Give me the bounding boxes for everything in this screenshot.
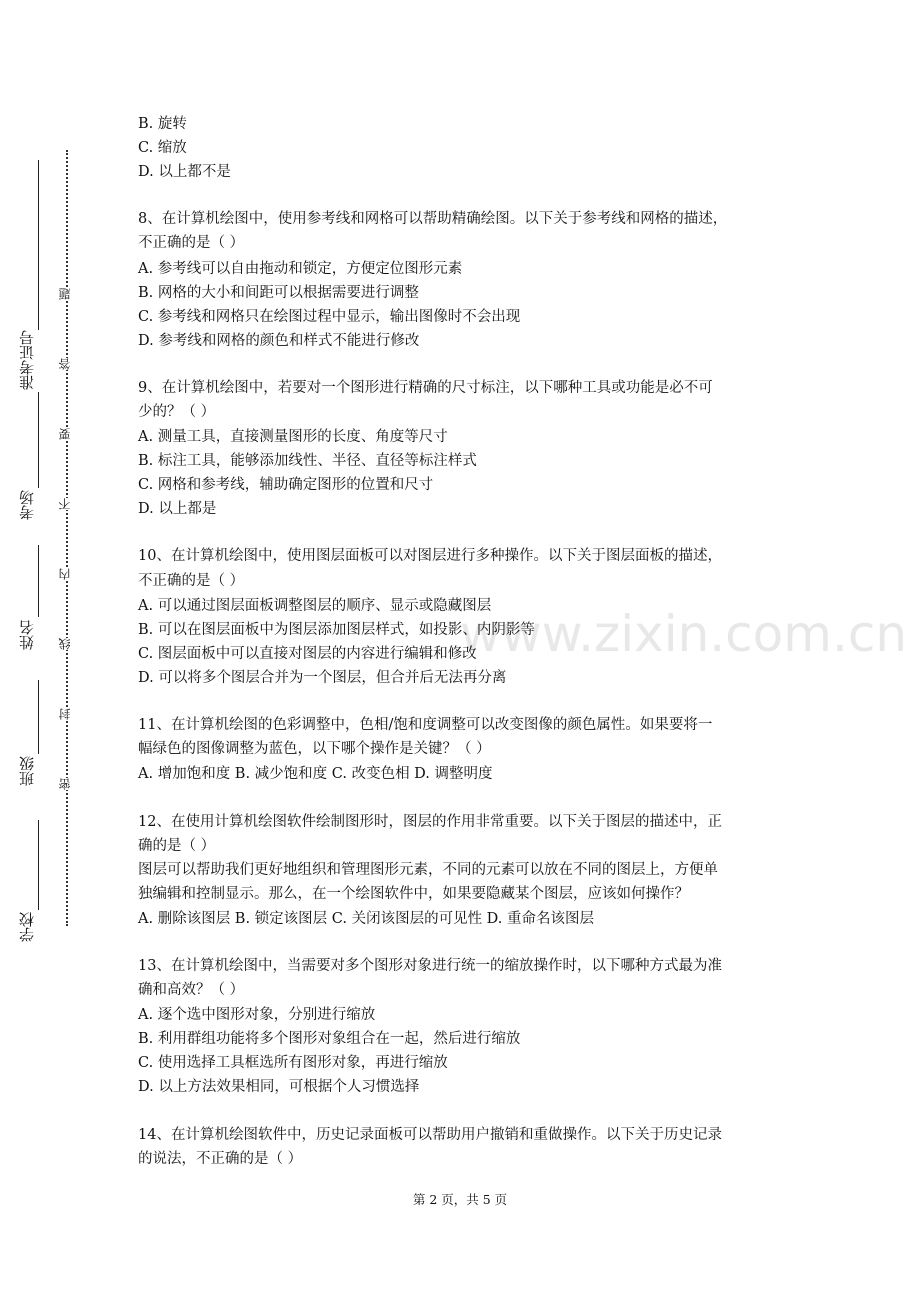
question-stem: 图层可以帮助我们更好地组织和管理图形元素，不同的元素可以放在不同的图层上，方便单 xyxy=(138,862,718,878)
seal-dotted-line xyxy=(66,150,68,926)
question-stem: 确的是（ ） xyxy=(138,838,216,854)
option: B. 可以在图层面板中为图层添加图层样式，如投影、内阴影等 xyxy=(138,622,535,638)
page-footer: 第 2 页，共 5 页 xyxy=(412,1192,508,1207)
seal-char: 线 xyxy=(58,638,72,650)
seal-char: 不 xyxy=(58,498,72,510)
option: C. 网格和参考线，辅助确定图形的位置和尺寸 xyxy=(138,477,434,493)
option: B. 标注工具，能够添加线性、半径、直径等标注样式 xyxy=(138,453,477,469)
option: B. 利用群组功能将多个图形对象组合在一起，然后进行缩放 xyxy=(138,1031,521,1047)
binding-label-name: 姓名 xyxy=(18,620,36,650)
option: D. 以上方法效果相同，可根据个人习惯选择 xyxy=(138,1079,420,1095)
exam-room-underline xyxy=(38,392,39,488)
option: D. 以上都不是 xyxy=(138,164,231,180)
question-stem: 14、在计算机绘图软件中，历史记录面板可以帮助用户撤销和重做操作。以下关于历史记录 xyxy=(138,1127,722,1143)
seal-char: 封 xyxy=(58,708,72,720)
seal-char: 答 xyxy=(58,358,72,370)
question-stem: 独编辑和控制显示。那么，在一个绘图软件中，如果要隐藏某个图层，应该如何操作？ xyxy=(138,886,689,902)
option: D. 以上都是 xyxy=(138,501,217,517)
option: C. 参考线和网格只在绘图过程中显示，输出图像时不会出现 xyxy=(138,309,521,325)
question-stem: 8、在计算机绘图中，使用参考线和网格可以帮助精确绘图。以下关于参考线和网格的描述， xyxy=(138,211,728,227)
option: A. 测量工具，直接测量图形的长度、角度等尺寸 xyxy=(138,429,448,445)
question-stem: 不正确的是（ ） xyxy=(138,573,245,589)
seal-char: 要 xyxy=(58,428,72,440)
binding-label-school: 学校 xyxy=(18,912,36,942)
option: B. 旋转 xyxy=(138,116,187,132)
question-stem: 不正确的是（ ） xyxy=(138,235,245,251)
seal-char: 内 xyxy=(58,568,72,580)
option: A. 增加饱和度 B. 减少饱和度 C. 改变色相 D. 调整明度 xyxy=(138,766,493,782)
question-stem: 少的？（ ） xyxy=(138,404,216,420)
option: B. 网格的大小和间距可以根据需要进行调整 xyxy=(138,285,419,301)
option: A. 参考线可以自由拖动和锁定，方便定位图形元素 xyxy=(138,261,463,277)
question-stem: 确和高效？（ ） xyxy=(138,982,245,998)
question-stem: 幅绿色的图像调整为蓝色，以下哪个操作是关键？（ ） xyxy=(138,741,491,757)
class-underline xyxy=(38,680,39,754)
question-stem: 11、在计算机绘图的色彩调整中，色相/饱和度调整可以改变图像的颜色属性。如果要将一 xyxy=(138,717,713,733)
option: A. 删除该图层 B. 锁定该图层 C. 关闭该图层的可见性 D. 重命名该图层 xyxy=(138,911,595,927)
option: A. 可以通过图层面板调整图层的顺序、显示或隐藏图层 xyxy=(138,598,492,614)
option: D. 可以将多个图层合并为一个图层，但合并后无法再分离 xyxy=(138,670,507,686)
question-stem: 的说法，不正确的是（ ） xyxy=(138,1151,303,1167)
question-stem: 9、在计算机绘图中，若要对一个图形进行精确的尺寸标注，以下哪种工具或功能是必不可 xyxy=(138,380,713,396)
binding-label-exam-room: 考场 xyxy=(18,490,36,520)
option: D. 参考线和网格的颜色和样式不能进行修改 xyxy=(138,333,420,349)
question-stem: 10、在计算机绘图中，使用图层面板可以对图层进行多种操作。以下关于图层面板的描述， xyxy=(138,548,722,564)
seal-char: 密 xyxy=(58,778,72,790)
school-underline xyxy=(38,820,39,910)
option: C. 使用选择工具框选所有图形对象，再进行缩放 xyxy=(138,1055,448,1071)
option: A. 逐个选中图形对象，分别进行缩放 xyxy=(138,1007,376,1023)
name-underline xyxy=(38,545,39,617)
question-stem: 13、在计算机绘图中，当需要对多个图形对象进行统一的缩放操作时，以下哪种方式最为准 xyxy=(138,958,722,974)
watermark: www.zixin.com.cn xyxy=(460,605,908,663)
question-stem: 12、在使用计算机绘图软件绘制图形时，图层的作用非常重要。以下关于图层的描述中，正 xyxy=(138,814,722,830)
seal-char: 题 xyxy=(58,288,72,300)
exam-id-underline xyxy=(38,160,39,330)
option: C. 缩放 xyxy=(138,140,187,156)
option: C. 图层面板中可以直接对图层的内容进行编辑和修改 xyxy=(138,646,477,662)
binding-label-exam-id: 准考证号 xyxy=(18,330,36,390)
binding-label-class: 班级 xyxy=(18,756,36,786)
